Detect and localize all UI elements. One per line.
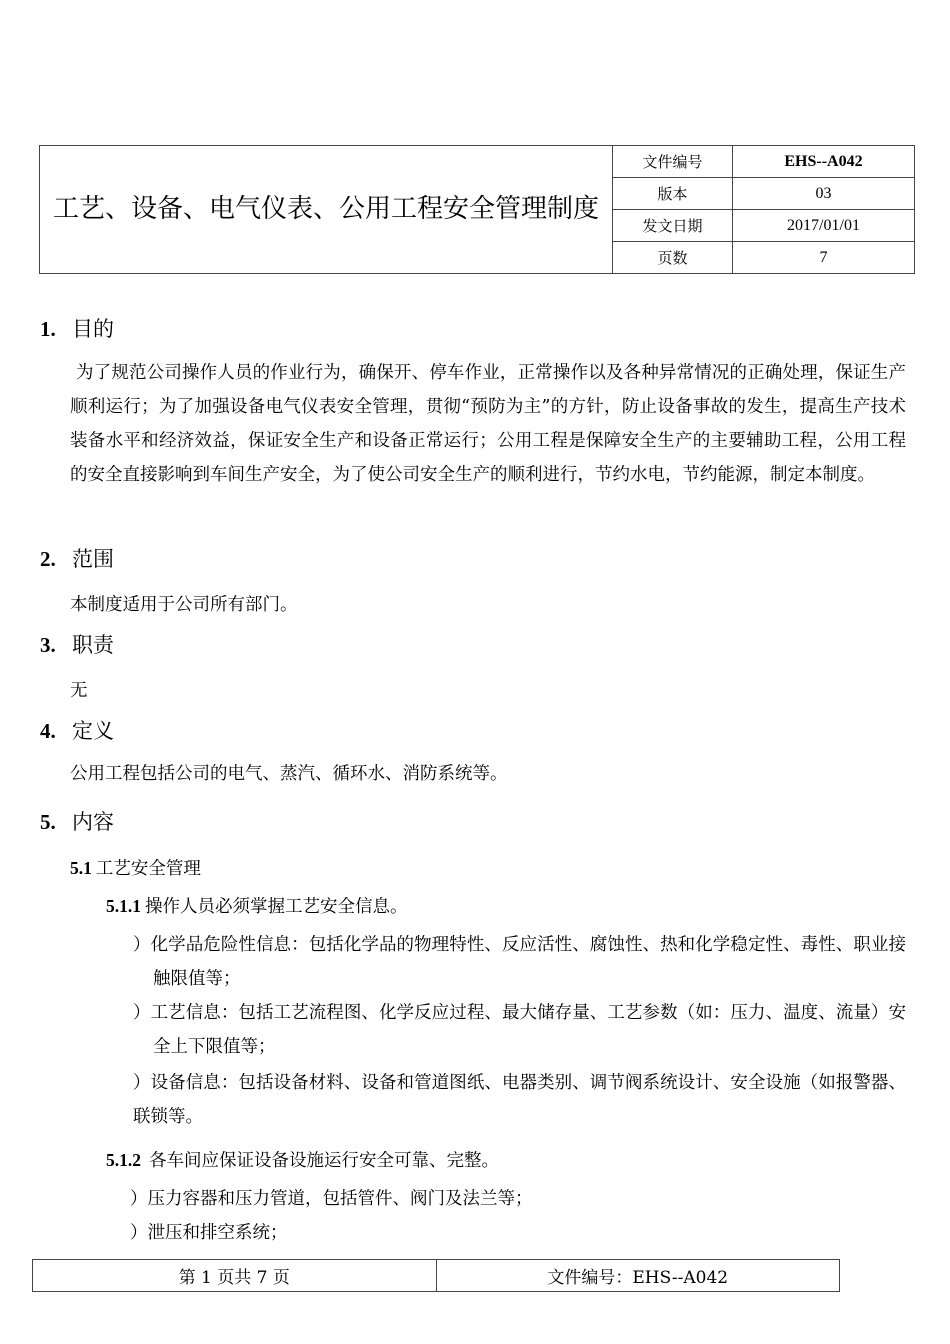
header-table: [39, 145, 915, 274]
subsection-text: 操作人员必须掌握工艺安全信息。: [145, 897, 408, 917]
meta-value-version: 03: [733, 178, 915, 210]
section-heading-scope: [40, 544, 114, 574]
section-title: 范围: [72, 547, 114, 571]
section-heading-responsibility: [40, 630, 114, 660]
subsection-number: 5.1: [70, 858, 92, 878]
footer-page-number: 第 1 页共 7 页: [33, 1260, 437, 1292]
meta-label-pages: 页数: [613, 242, 733, 274]
section-number: 4.: [40, 719, 56, 743]
list-item: [133, 1066, 906, 1134]
list-item: ）化学品危险性信息：包括化学品的物理特性、反应活性、腐蚀性、热和化学稳定性、毒性、职业接触限值等；: [133, 935, 906, 989]
list-item: ）工艺信息：包括工艺流程图、化学反应过程、最大储存量、工艺参数（如：压力、温度、流量）安全上下限值等；: [133, 1003, 906, 1057]
document-title: 工艺、设备、电气仪表、公用工程安全管理制度: [40, 146, 613, 274]
section-title: 定义: [72, 719, 114, 743]
meta-value-pages: 7: [733, 242, 915, 274]
meta-label-version: 版本: [613, 178, 733, 210]
section-text-responsibility: 无: [70, 681, 88, 701]
section-heading-content: [40, 807, 114, 837]
meta-value-doc-number: EHS--A042: [733, 146, 915, 178]
subsection-5-1: [70, 853, 201, 884]
footer-table: [32, 1259, 840, 1292]
section-number: 3.: [40, 633, 56, 657]
meta-value-issue-date: 2017/01/01: [733, 210, 915, 242]
section-title: 职责: [72, 633, 114, 657]
list-item: ）压力容器和压力管道，包括管件、阀门及法兰等；: [130, 1189, 533, 1209]
section-number: 5.: [40, 810, 56, 834]
subsection-number: 5.1.2: [106, 1150, 141, 1170]
meta-label-doc-number: 文件编号: [613, 146, 733, 178]
subsection-text: 各车间应保证设备设施运行安全可靠、完整。: [149, 1151, 499, 1171]
section-title: 目的: [72, 317, 114, 341]
list-item-text: ）设备信息：包括设备材料、设备和管道图纸、电器类别、调节阀系统设计、安全设施（如报警器、联锁等。: [133, 1073, 906, 1127]
subsection-5-1-2: [106, 1145, 499, 1176]
meta-label-issue-date: 发文日期: [613, 210, 733, 242]
section-text-definition: 公用工程包括公司的电气、蒸汽、循环水、消防系统等。: [70, 764, 508, 784]
subsection-5-1-1: [106, 891, 408, 922]
subsection-number: 5.1.1: [106, 896, 141, 916]
section-number: 2.: [40, 547, 56, 571]
list-item: ）泄压和排空系统；: [130, 1223, 288, 1243]
section-heading-purpose: [40, 314, 114, 344]
section-number: 1.: [40, 317, 56, 341]
subsection-text: 工艺安全管理: [95, 859, 201, 879]
section-heading-definition: [40, 716, 114, 746]
section-text-purpose: 为了规范公司操作人员的作业行为，确保开、停车作业，正常操作以及各种异常情况的正确处理，保证生产顺利运行；为了加强设备电气仪表安全管理，贯彻“预防为主”的方针，防止设备事故的发生，提高生产技术装备水平和经济效益，保证安全生产和设备正常运行；公用工程是保障安全生产的主要辅助工程，公用工程的安全直接影响到车间生产安全，为了使公司安全生产的顺利进行，节约水电，节约能源，制定本制度。: [70, 363, 906, 485]
section-text-scope: 本制度适用于公司所有部门。: [70, 595, 298, 615]
section-title: 内容: [72, 810, 114, 834]
footer-doc-number: 文件编号：EHS--A042: [436, 1260, 840, 1292]
